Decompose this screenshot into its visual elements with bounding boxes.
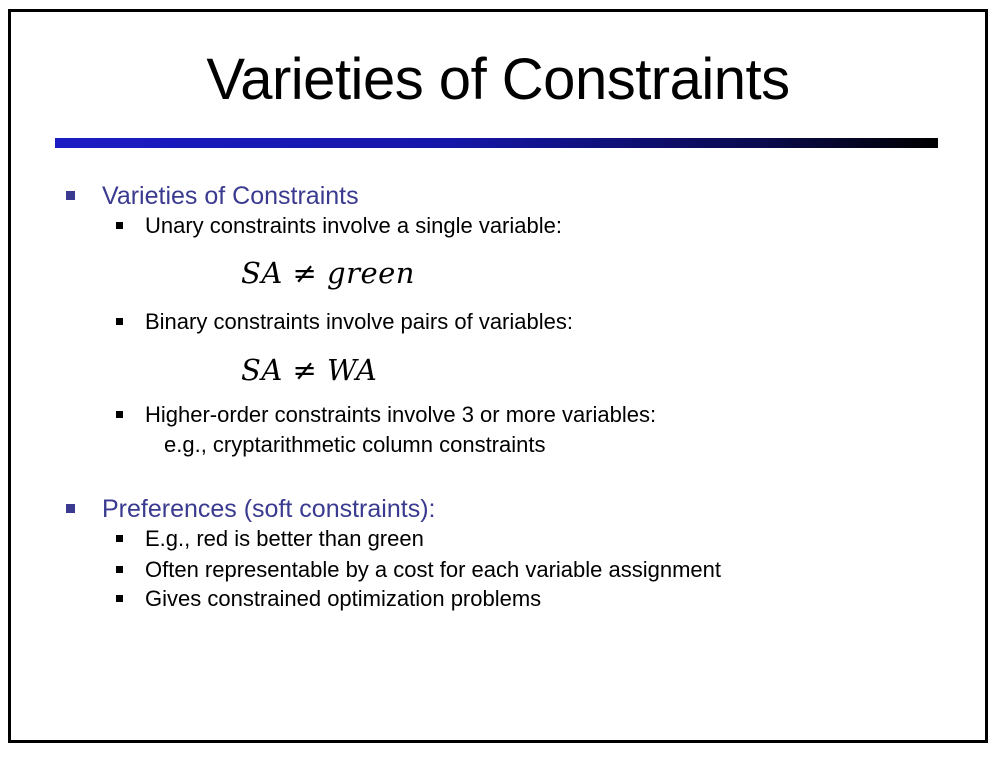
square-bullet-icon xyxy=(116,318,123,325)
list-item-text: Unary constraints involve a single variable: xyxy=(145,213,562,238)
square-bullet-icon xyxy=(66,191,75,200)
square-bullet-icon xyxy=(116,222,123,229)
square-bullet-icon xyxy=(116,535,123,542)
square-bullet-icon xyxy=(116,411,123,418)
list-item-text: E.g., red is better than green xyxy=(145,526,424,551)
section-heading-text: Preferences (soft constraints): xyxy=(102,495,436,523)
list-item-continuation: e.g., cryptarithmetic column constraints xyxy=(164,432,546,457)
list-item-text: Often representable by a cost for each variable assignment xyxy=(145,557,721,582)
slide-title: Varieties of Constraints xyxy=(206,47,790,112)
list-item-text: Gives constrained optimization problems xyxy=(145,586,542,611)
section-heading-text: Varieties of Constraints xyxy=(102,182,359,210)
square-bullet-icon xyxy=(66,504,75,513)
list-item-text: Binary constraints involve pairs of variables: xyxy=(145,309,573,334)
list-item-text: Higher-order constraints involve 3 or more variables: xyxy=(145,402,657,427)
title-underline-bar xyxy=(55,138,938,148)
square-bullet-icon xyxy=(116,566,123,573)
formula-binary: SA ≠ WA xyxy=(241,353,378,387)
slide-frame xyxy=(8,9,988,743)
formula-unary: SA ≠ green xyxy=(241,256,415,290)
square-bullet-icon xyxy=(116,595,123,602)
